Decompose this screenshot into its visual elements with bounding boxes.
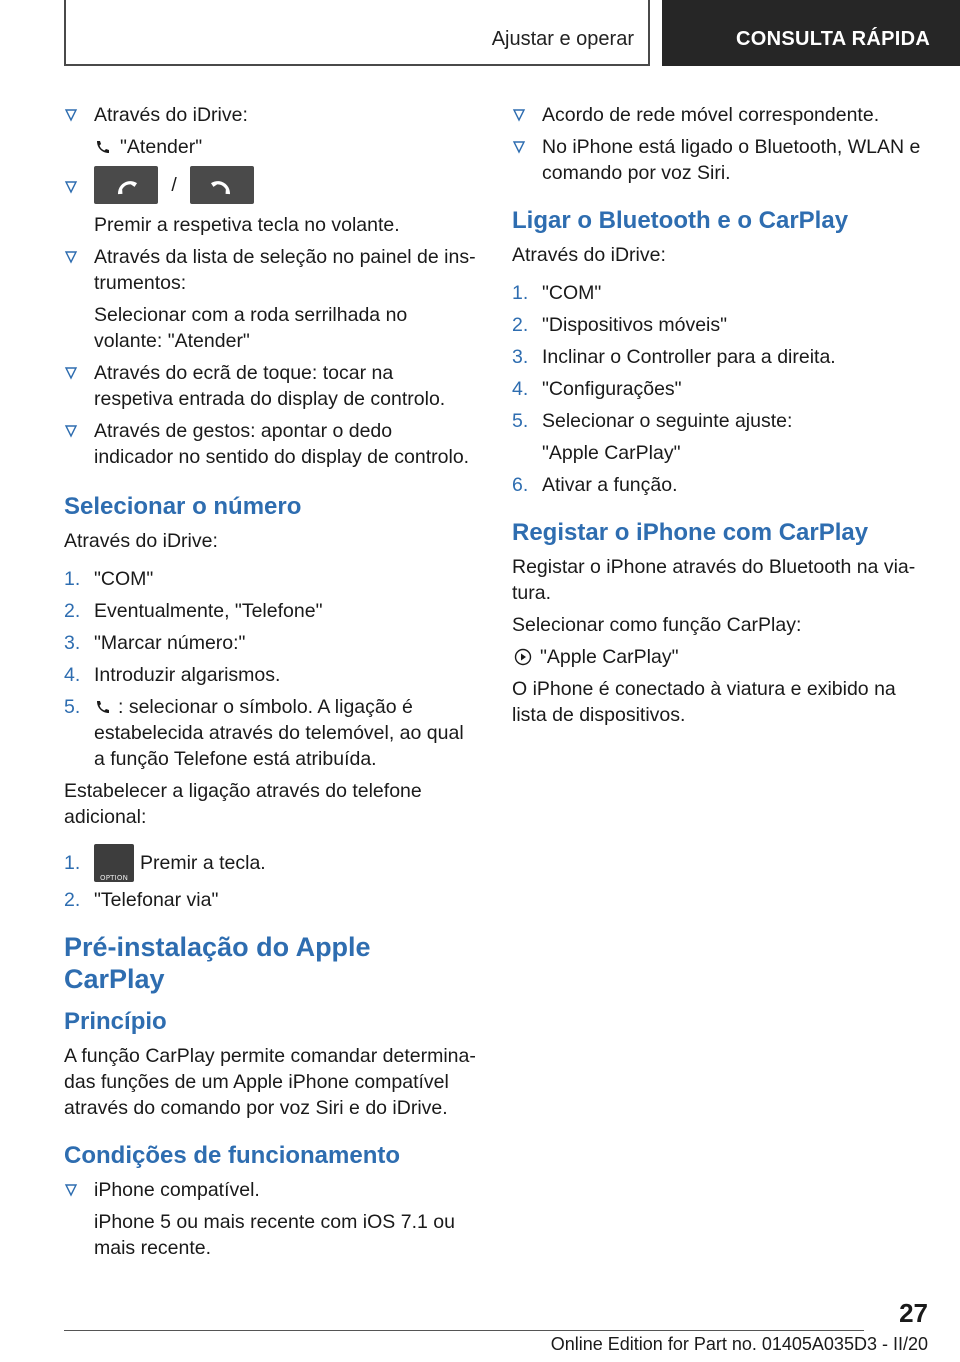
bullet-sub-text: "Atender" (120, 136, 203, 158)
list-item (512, 312, 924, 338)
heading-select-number: Selecionar o número (64, 493, 302, 520)
register-text: O iPhone é conectado à viatura e exibido na lista de dispositivos. (512, 678, 896, 726)
bullet-text: Através do ecrã de toque: tocar na respetiva entrada do display de controlo. (94, 362, 446, 410)
bullet-iphone-settings (512, 134, 924, 186)
option-key-label: OPTION (99, 873, 129, 882)
header-tab: CONSULTA RÁPIDA (662, 0, 960, 66)
list-item (512, 344, 924, 370)
list-item (64, 842, 476, 883)
bullet-steering-keys (64, 166, 476, 204)
register-text: Selecionar como função CarPlay: (512, 614, 802, 636)
list-item (64, 887, 476, 913)
list-item (512, 280, 924, 306)
step-text: Inclinar o Controller para a direita. (542, 346, 836, 368)
step-number: 3. (512, 346, 529, 368)
list-item (64, 662, 476, 688)
list-item (512, 376, 924, 402)
bullet-gestures (64, 418, 476, 470)
step-text: Introduzir algarismos. (94, 664, 281, 686)
step-number: 2. (512, 314, 529, 336)
bullet-sub: Premir a respetiva tecla no volante. (94, 214, 400, 236)
step-number: 2. (64, 888, 81, 911)
heading-principle: Princípio (64, 1007, 167, 1035)
bullet-triangle-icon (64, 248, 78, 266)
step-number: 6. (512, 474, 529, 496)
bullet-text: No iPhone está ligado o Bluetooth, WLAN e comando por voz Siri. (542, 136, 921, 184)
heading-carplay-preinstall: Pré-instalação do Apple CarPlay (64, 931, 371, 994)
step-number: 4. (512, 378, 529, 400)
phone-handset-icon (94, 138, 112, 156)
end-call-key-icon (190, 166, 254, 204)
bullet-text: iPhone compatível. (94, 1178, 260, 1201)
bullet-triangle-icon (64, 364, 78, 382)
list-item (512, 408, 924, 434)
step-number: 3. (64, 632, 81, 654)
step-text: Premir a tecla. (140, 851, 266, 874)
step-text: "Telefonar via" (94, 888, 219, 911)
register-option-text: "Apple CarPlay" (540, 646, 679, 668)
bullet-text: Através do iDrive: (94, 104, 248, 126)
option-key-icon (94, 844, 134, 882)
bullet-text: Acordo de rede móvel correspondente. (542, 104, 880, 126)
bullet-idrive (64, 102, 476, 128)
footer-edition: Online Edition for Part no. 01405A035D3 - II/20 (550, 1334, 928, 1354)
step-text: Ativar a função. (542, 474, 678, 496)
list-item (512, 472, 924, 498)
list-item (64, 566, 476, 592)
principle-text: A função CarPlay permite comandar determinadas funções de um Apple iPhone compatível através do comando por voz Siri e do iDrive. (64, 1044, 476, 1119)
step-number: 5. (64, 696, 81, 718)
step-text: "Marcar número:" (94, 632, 246, 654)
page-number: 27 (899, 1298, 928, 1328)
list-item (64, 598, 476, 624)
step-number: 1. (512, 282, 529, 304)
bullet-instrument-cluster (64, 244, 476, 296)
bullet-compatible-iphone (64, 1177, 476, 1203)
bullet-sub: Selecionar com a roda serrilhada no volante: "Atender" (94, 304, 408, 352)
bullet-sub (64, 134, 476, 160)
header-frame (64, 0, 650, 66)
bullet-triangle-icon (64, 1181, 78, 1199)
page-header (64, 0, 960, 66)
bullet-triangle-icon (512, 138, 526, 156)
phone-handset-icon (94, 698, 112, 716)
bullet-triangle-icon (64, 422, 78, 440)
bullet-touchscreen (64, 360, 476, 412)
step-number: 4. (64, 664, 81, 686)
step-number: 1. (64, 568, 81, 590)
bullet-text: Através da lista de seleção no painel de instrumentos: (94, 246, 476, 294)
bullet-triangle-icon (64, 106, 78, 124)
step-text: "Dispositivos móveis" (542, 314, 728, 336)
step-text: Selecionar o seguinte ajuste: (542, 410, 793, 432)
heading-conditions: Condições de funcionamento (64, 1141, 401, 1169)
heading-connect-bluetooth: Ligar o Bluetooth e o CarPlay (512, 207, 849, 234)
register-option (512, 644, 924, 670)
step-text: : selecionar o símbolo. A ligação é estabelecida através do telemóvel, ao qual a função Telefone está atribuída. (94, 696, 464, 770)
footer-divider (64, 1330, 864, 1331)
step-number: 5. (512, 410, 529, 432)
step-text: "COM" (94, 568, 154, 590)
step-text: Eventualmente, "Telefone" (94, 600, 323, 622)
extra-phone-intro: Estabelecer a ligação através do telefone adicional: (64, 780, 422, 828)
step-text: "Configurações" (542, 378, 682, 400)
heading-register-iphone: Registar o iPhone com CarPlay (512, 519, 869, 546)
bullet-triangle-icon (512, 106, 526, 124)
header-section-title: Ajustar e operar (491, 28, 634, 50)
bullet-triangle-icon (64, 178, 78, 196)
right-column (512, 102, 924, 734)
bluetooth-intro: Através do iDrive: (512, 244, 666, 266)
bullet-text: Através de gestos: apontar o dedo indicador no sentido do display de controlo. (94, 420, 470, 468)
list-item (64, 694, 476, 772)
step-text: "COM" (542, 282, 602, 304)
step-number: 2. (64, 600, 81, 622)
select-intro: Através do iDrive: (64, 530, 218, 552)
left-column (64, 102, 476, 1267)
step-number: 1. (64, 852, 81, 874)
step-sub: "Apple CarPlay" (542, 442, 681, 464)
register-text: Registar o iPhone através do Bluetooth na viatura. (512, 556, 916, 604)
controller-arrow-icon (514, 648, 532, 666)
bullet-network-contract (512, 102, 924, 128)
slash-separator: / (171, 174, 177, 196)
accept-call-key-icon (94, 166, 158, 204)
list-item (64, 630, 476, 656)
bullet-sub: iPhone 5 ou mais recente com iOS 7.1 ou mais recente. (94, 1210, 455, 1259)
